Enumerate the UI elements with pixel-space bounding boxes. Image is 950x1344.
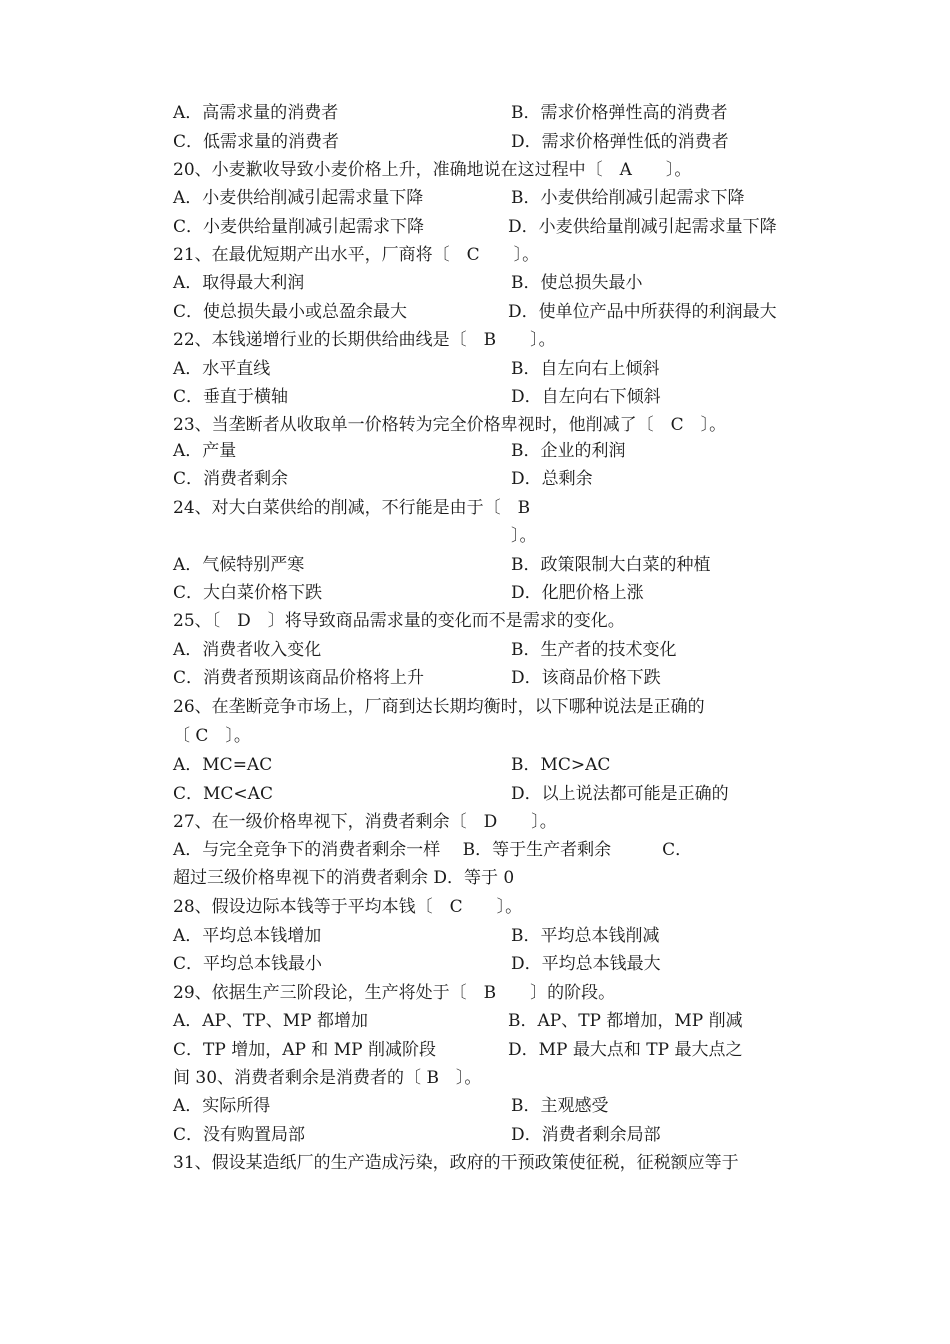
option-line — [173, 1092, 813, 1120]
option-text: D．小麦供给量削减引起需求量下降 — [508, 217, 777, 237]
option-text: A．与完全竞争下的消费者剩余一样 B．等于生产者剩余 C． — [173, 840, 693, 860]
option-line — [173, 184, 813, 212]
option-line — [173, 922, 813, 950]
question-line — [173, 979, 813, 1007]
option-text: 〕。 — [511, 526, 537, 546]
option-text: B．企业的利润 — [511, 441, 626, 461]
question-line — [173, 156, 813, 184]
option-line — [173, 298, 813, 326]
option-text: D．消费者剩余局部 — [511, 1125, 661, 1145]
option-text: A．实际所得 — [173, 1096, 271, 1116]
option-text: 超过三级价格卑视下的消费者剩余 D．等于 0 — [173, 868, 515, 888]
question-line — [173, 241, 813, 269]
option-line — [173, 636, 813, 664]
question-text: 31、假设某造纸厂的生产造成污染，政府的干预政策使征税，征税额应等于 — [173, 1153, 739, 1173]
option-text: C．大白菜价格下跌 — [173, 583, 323, 603]
question-line — [173, 1149, 813, 1177]
option-text: D．总剩余 — [511, 469, 593, 489]
option-text: C．MC<AC — [173, 784, 273, 804]
question-line — [173, 808, 813, 836]
option-text: C．使总损失最小或总盈余最大 — [173, 302, 408, 322]
option-text: C．消费者剩余 — [173, 469, 289, 489]
option-line — [173, 780, 813, 808]
option-text: D．自左向右下倾斜 — [511, 387, 661, 407]
option-line — [173, 1121, 813, 1149]
question-text: 22、本钱递增行业的长期供给曲线是〔 B 〕。 — [173, 330, 556, 350]
question-text: 24、对大白菜供给的削减，不行能是由于〔 B — [173, 498, 531, 518]
option-line — [173, 99, 813, 127]
question-text: 25、〔 D 〕将导致商品需求量的变化而不是需求的变化。 — [173, 611, 625, 631]
option-text: C．平均总本钱最小 — [173, 954, 323, 974]
option-text: A．MC=AC — [173, 755, 273, 775]
option-line — [173, 864, 813, 892]
option-text: B．政策限制大白菜的种植 — [511, 555, 711, 575]
option-text: A．小麦供给削减引起需求量下降 — [173, 188, 424, 208]
option-line — [173, 751, 813, 779]
question-text: 23、当垄断者从收取单一价格转为完全价格卑视时，他削减了〔 C 〕。 — [173, 415, 727, 435]
option-line — [173, 383, 813, 411]
option-text: D．平均总本钱最大 — [511, 954, 661, 974]
option-line — [173, 1036, 813, 1064]
option-text: A．气候特别严寒 — [173, 555, 305, 575]
question-line — [173, 722, 813, 750]
option-text: A．水平直线 — [173, 359, 271, 379]
option-line — [173, 269, 813, 297]
question-text: 26、在垄断竞争市场上，厂商到达长期均衡时，以下哪种说法是正确的 — [173, 697, 705, 717]
option-line — [173, 465, 813, 493]
option-text: D．以上说法都可能是正确的 — [511, 784, 729, 804]
option-text: B．AP、TP 都增加，MP 削减 — [508, 1011, 743, 1031]
option-line — [173, 836, 813, 864]
option-line — [173, 522, 813, 550]
option-text: D．需求价格弹性低的消费者 — [511, 132, 729, 152]
question-line — [173, 326, 813, 354]
option-text: B．需求价格弹性高的消费者 — [511, 103, 728, 123]
question-line — [173, 411, 813, 439]
option-line — [173, 213, 813, 241]
option-line — [173, 950, 813, 978]
option-line — [173, 1007, 813, 1035]
question-line — [173, 607, 813, 635]
question-text: 29、依据生产三阶段论，生产将处于〔 B 〕的阶段。 — [173, 983, 616, 1003]
option-line — [173, 355, 813, 383]
option-text: B．MC>AC — [511, 755, 611, 775]
question-line — [173, 693, 813, 721]
option-text: D．MP 最大点和 TP 最大点之 — [508, 1040, 743, 1060]
option-text: A．平均总本钱增加 — [173, 926, 322, 946]
option-text: B．生产者的技术变化 — [511, 640, 677, 660]
question-line — [173, 893, 813, 921]
option-text: B．自左向右上倾斜 — [511, 359, 660, 379]
option-text: C．消费者预期该商品价格将上升 — [173, 668, 425, 688]
option-text: C．小麦供给量削减引起需求下降 — [173, 217, 425, 237]
question-text: 27、在一级价格卑视下，消费者剩余〔 D 〕。 — [173, 812, 557, 832]
question-text: 28、假设边际本钱等于平均本钱〔 C 〕。 — [173, 897, 523, 917]
option-text: B．小麦供给削减引起需求下降 — [511, 188, 745, 208]
option-line — [173, 664, 813, 692]
option-text: A．产量 — [173, 441, 237, 461]
option-text: C．垂直于横轴 — [173, 387, 289, 407]
option-line — [173, 128, 813, 156]
question-text: 间 30、消费者剩余是消费者的〔 B 〕。 — [173, 1068, 482, 1088]
option-text: A．高需求量的消费者 — [173, 103, 339, 123]
question-line — [173, 494, 813, 522]
question-line — [173, 1064, 813, 1092]
option-line — [173, 437, 813, 465]
option-text: D．化肥价格上涨 — [511, 583, 644, 603]
option-line — [173, 579, 813, 607]
option-text: C．TP 增加，AP 和 MP 削减阶段 — [173, 1040, 436, 1060]
option-text: B．主观感受 — [511, 1096, 609, 1116]
option-text: C．低需求量的消费者 — [173, 132, 340, 152]
option-text: C．没有购置局部 — [173, 1125, 306, 1145]
option-line — [173, 551, 813, 579]
option-text: A．消费者收入变化 — [173, 640, 322, 660]
question-text: 〔 C 〕。 — [173, 726, 251, 746]
question-text: 21、在最优短期产出水平，厂商将〔 C 〕。 — [173, 245, 540, 265]
option-text: D．该商品价格下跌 — [511, 668, 661, 688]
option-text: A．取得最大利润 — [173, 273, 305, 293]
question-text: 20、小麦歉收导致小麦价格上升，准确地说在这过程中〔 A 〕。 — [173, 160, 692, 180]
option-text: A．AP、TP、MP 都增加 — [173, 1011, 369, 1031]
option-text: D．使单位产品中所获得的利润最大 — [508, 302, 777, 322]
option-text: B．使总损失最小 — [511, 273, 643, 293]
option-text: B．平均总本钱削减 — [511, 926, 660, 946]
